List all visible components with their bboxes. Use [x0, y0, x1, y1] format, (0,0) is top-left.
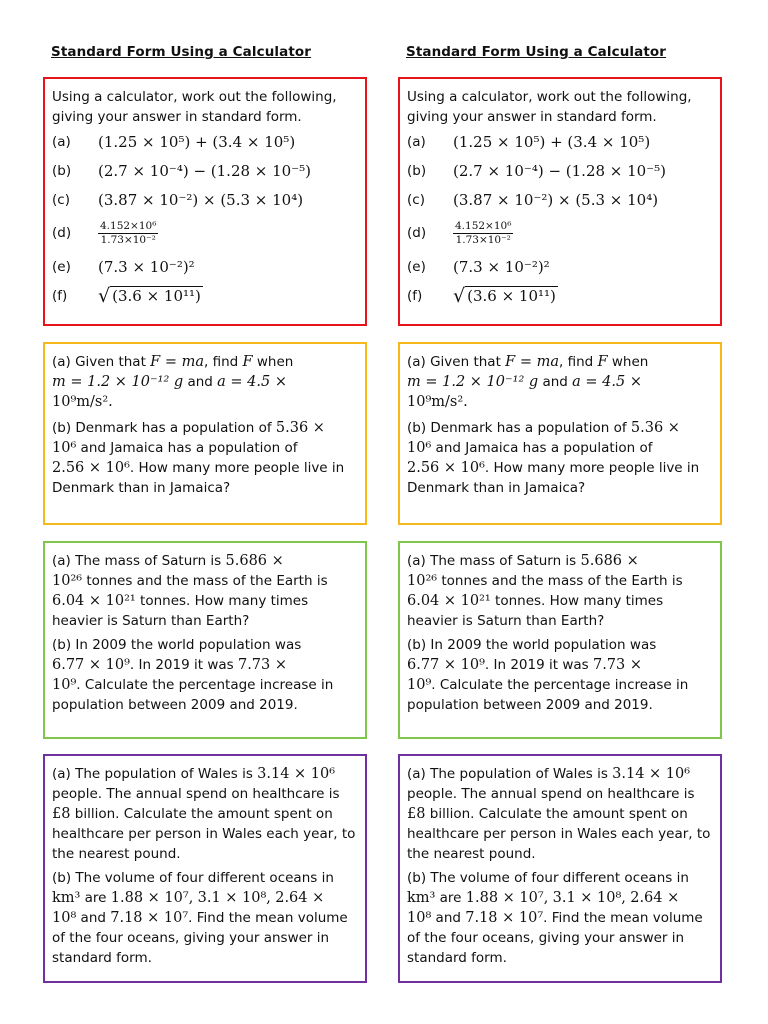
- question-wales: (a) The population of Wales is 3.14 × 10⁶ people. The annual spend on healthcare is £8 billion. Calculate the amount spent on healthcare per person in Wales each year, to the nearest pound.: [52, 766, 356, 862]
- question-b: (b) (2.7 × 10⁻⁴) − (1.28 × 10⁻⁵): [52, 161, 312, 180]
- question-saturn: (a) The mass of Saturn is 5.686 × 10²⁶ tonnes and the mass of the Earth is 6.04 × 10²¹ tonnes. How many times heavier is Saturn than Earth?: [52, 553, 328, 629]
- instruction-text: Using a calculator, work out the following, giving your answer in standard form.: [407, 89, 692, 125]
- square-root: √ (3.6 × 10¹¹): [98, 285, 201, 307]
- question-f: (f) √ (3.6 × 10¹¹): [407, 285, 556, 307]
- box-wales-oceans: [398, 754, 722, 983]
- question-wales: (a) The population of Wales is 3.14 × 10⁶ people. The annual spend on healthcare is £8 billion. Calculate the amount spent on healthcare per person in Wales each year, to the nearest pound.: [407, 766, 711, 862]
- question-b: (b) (2.7 × 10⁻⁴) − (1.28 × 10⁻⁵): [407, 161, 667, 180]
- question-oceans: (b) The volume of four different oceans in km³ are 1.88 × 10⁷, 3.1 × 10⁸, 2.64 × 10⁸ and 7.18 × 10⁷. Find the mean volume of the four oceans, giving your answer in standard form.: [52, 870, 348, 966]
- sheet-title: Standard Form Using a Calculator: [51, 44, 312, 60]
- question-force: (a) Given that F = ma, find F when m = 1.2 × 10⁻¹² g and a = 4.5 × 10⁹m/s².: [52, 354, 294, 410]
- question-world-population: (b) In 2009 the world population was 6.77 × 10⁹. In 2019 it was 7.73 × 10⁹. Calculate the percentage increase in population between 2009 and 2019.: [52, 637, 334, 713]
- question-c: (c) (3.87 × 10⁻²) × (5.3 × 10⁴): [407, 190, 659, 209]
- question-e: (e) (7.3 × 10⁻²)²: [52, 257, 195, 276]
- question-force: (a) Given that F = ma, find F when m = 1.2 × 10⁻¹² g and a = 4.5 × 10⁹m/s².: [407, 354, 649, 410]
- box-force-population: [398, 342, 722, 525]
- question-e: (e) (7.3 × 10⁻²)²: [407, 257, 550, 276]
- box-calculator-questions: [398, 77, 722, 326]
- question-saturn: (a) The mass of Saturn is 5.686 × 10²⁶ tonnes and the mass of the Earth is 6.04 × 10²¹ tonnes. How many times heavier is Saturn than Earth?: [407, 553, 683, 629]
- square-root: √ (3.6 × 10¹¹): [453, 285, 556, 307]
- question-c: (c) (3.87 × 10⁻²) × (5.3 × 10⁴): [52, 190, 304, 209]
- box-force-population: [43, 342, 367, 525]
- sheet-title: Standard Form Using a Calculator: [406, 44, 667, 60]
- question-world-population: (b) In 2009 the world population was 6.77 × 10⁹. In 2019 it was 7.73 × 10⁹. Calculate the percentage increase in population between 2009 and 2019.: [407, 637, 689, 713]
- question-denmark: (b) Denmark has a population of 5.36 × 10⁶ and Jamaica has a population of 2.56 × 10⁶. How many more people live in Denmark than in Jamaica?: [407, 420, 700, 496]
- fraction: $\frac{\text{4.152×10⁶}}{\text{1.73×10⁻²}}$: [455, 219, 512, 246]
- fraction: $\frac{\text{4.152×10⁶}}{\text{1.73×10⁻²}}$: [100, 219, 157, 246]
- instruction-text: Using a calculator, work out the following, giving your answer in standard form.: [52, 89, 337, 125]
- question-d: (d) $\frac{\text{4.152×10⁶}}{\text{1.73×10⁻²}}$: [52, 219, 157, 246]
- question-a: (a) (1.25 × 10⁵) + (3.4 × 10⁵): [407, 132, 651, 151]
- question-d: (d) $\frac{\text{4.152×10⁶}}{\text{1.73×10⁻²}}$: [407, 219, 512, 246]
- question-f: (f) √ (3.6 × 10¹¹): [52, 285, 201, 307]
- box-saturn-population: [43, 541, 367, 739]
- question-denmark: (b) Denmark has a population of 5.36 × 10⁶ and Jamaica has a population of 2.56 × 10⁶. How many more people live in Denmark than in Jamaica?: [52, 420, 345, 496]
- box-saturn-population: [398, 541, 722, 739]
- box-wales-oceans: [43, 754, 367, 983]
- question-oceans: (b) The volume of four different oceans in km³ are 1.88 × 10⁷, 3.1 × 10⁸, 2.64 × 10⁸ and 7.18 × 10⁷. Find the mean volume of the four oceans, giving your answer in standard form.: [407, 870, 703, 966]
- box-calculator-questions: [43, 77, 367, 326]
- question-a: (a) (1.25 × 10⁵) + (3.4 × 10⁵): [52, 132, 296, 151]
